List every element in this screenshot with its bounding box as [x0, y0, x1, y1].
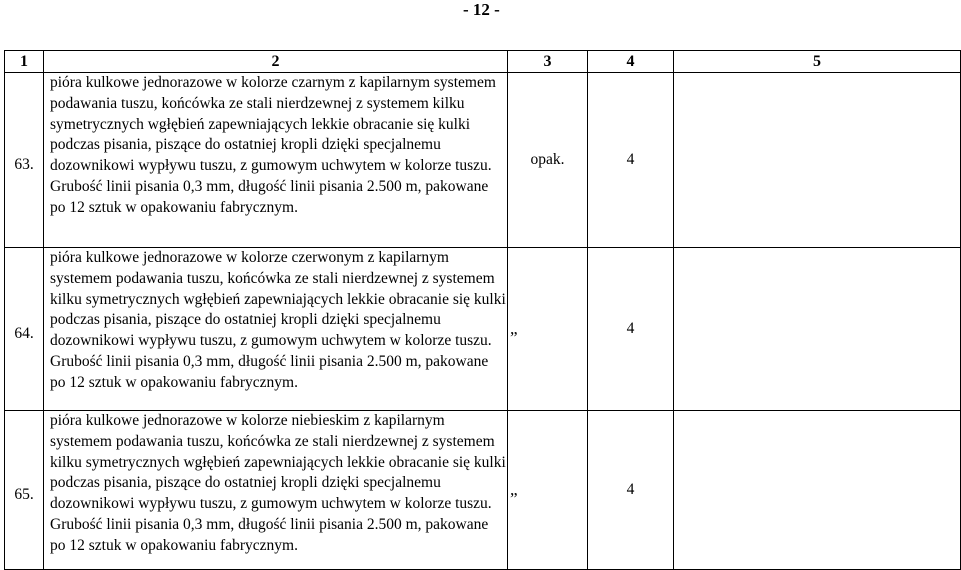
row-number: 63.	[5, 73, 44, 248]
row-note	[674, 248, 961, 411]
row-unit: opak.	[508, 73, 588, 248]
row-description: pióra kulkowe jednorazowe w kolorze niebieskim z kapilarnym systemem podawania tuszu, końcówka ze stali nierdzewnej z systemem kilku symetrycznych wgłębień zapewniających lekkie obracanie się kulki podczas pisania, piszące do ostatniej kropli dzięki specjalnemu dozownikowi wypływu tuszu, z gumowym uchwytem w kolorze tuszu. Grubość linii pisania 0,3 mm, długość linii pisania 2.500 m, pakowane po 12 sztuk w opakowaniu fabrycznym.	[44, 411, 508, 570]
row-unit: „	[508, 248, 588, 411]
row-quantity: 4	[588, 73, 674, 248]
row-quantity: 4	[588, 411, 674, 570]
row-description: pióra kulkowe jednorazowe w kolorze czerwonym z kapilarnym systemem podawania tuszu, końcówka ze stali nierdzewnej z systemem kilku symetrycznych wgłębień zapewniających lekkie obracanie się kulki podczas pisania, piszące do ostatniej kropli dzięki specjalnemu dozownikowi wypływu tuszu, z gumowym uchwytem w kolorze tuszu. Grubość linii pisania 0,3 mm, długość linii pisania 2.500 m, pakowane po 12 sztuk w opakowaniu fabrycznym.	[44, 248, 508, 411]
page-number: - 12 -	[463, 0, 500, 19]
table-header-row	[5, 51, 961, 73]
header-col-4: 4	[588, 51, 674, 73]
row-note	[674, 73, 961, 248]
row-number: 65.	[5, 411, 44, 570]
header-col-5: 5	[674, 51, 961, 73]
specification-table	[4, 50, 961, 570]
row-note	[674, 411, 961, 570]
header-col-3: 3	[508, 51, 588, 73]
row-number: 64.	[5, 248, 44, 411]
table-row	[5, 73, 961, 248]
header-col-1: 1	[5, 51, 44, 73]
row-unit: „	[508, 411, 588, 570]
row-description: pióra kulkowe jednorazowe w kolorze czarnym z kapilarnym systemem podawania tuszu, końcówka ze stali nierdzewnej z systemem kilku symetrycznych wgłębień zapewniających lekkie obracanie się kulki podczas pisania, piszące do ostatniej kropli dzięki specjalnemu dozownikowi wypływu tuszu, z gumowym uchwytem w kolorze tuszu. Grubość linii pisania 0,3 mm, długość linii pisania 2.500 m, pakowane po 12 sztuk w opakowaniu fabrycznym.	[44, 73, 508, 248]
row-quantity: 4	[588, 248, 674, 411]
header-col-2: 2	[44, 51, 508, 73]
table-row	[5, 411, 961, 570]
table-row	[5, 248, 961, 411]
